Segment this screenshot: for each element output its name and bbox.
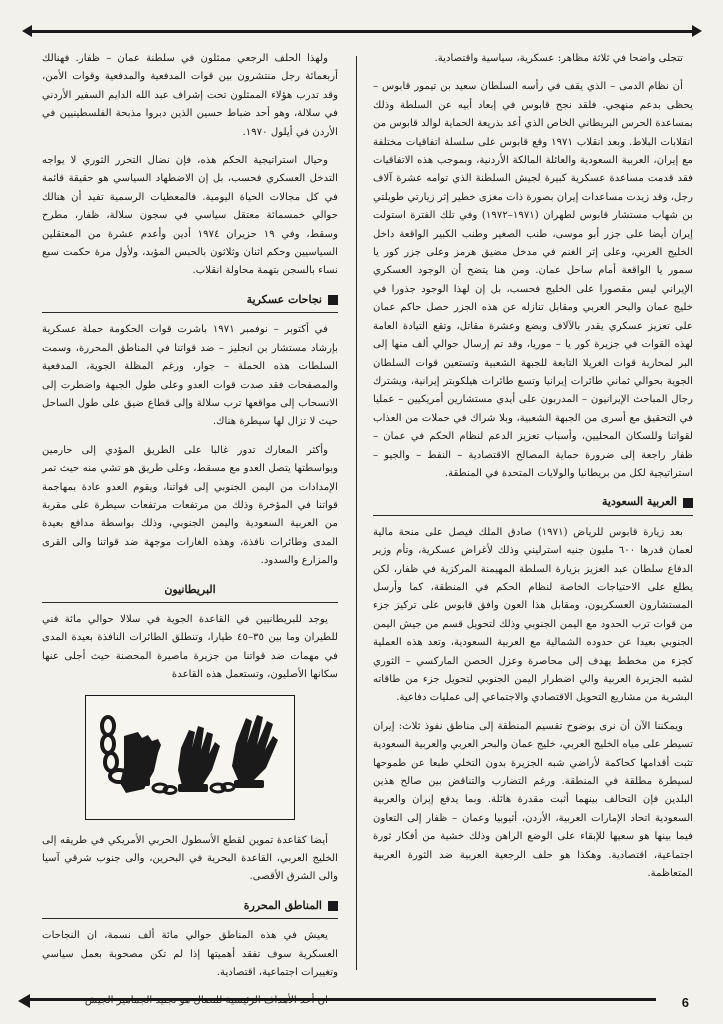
top-decorative-rule xyxy=(30,30,694,38)
heading-title: نجاحات عسكرية xyxy=(246,292,322,306)
heading-square-icon xyxy=(328,295,338,305)
chains-hands-icon xyxy=(86,696,294,819)
left-column xyxy=(42,50,339,1007)
left-paragraph-6: أيضا كقاعدة تموين لقطع الأسطول الحربي الأمريكي في طريقه إلى الخليج العربي، القاعدة البحرية في البحرين، والى جنوب شرقي آسيا والى الشرق الأقصى. xyxy=(42,834,338,883)
right-paragraph-2: بعد زيارة قابوس للرياض (١٩٧١) صادق الملك فيصل على منحة مالية لعمان قدرها ٦٠٠ مليون جنيه استرليني وذلك لأغراض عسكرية، وتأم وزير الدفاع سلطان عبد العزيز بزيارة السلطة المهيمنة المركزية في ظفار، لكن يطلع على الاحتياجات الخاصة لنظام الحكم في المنطقة، كما وأرسل المستشارون العسكريون، ومقابل هذا العون وافق قابوس على تركيز جزء من قوات ترب الحدود مع اليمن الجنوبي وذلك لتحويل قسم من جيش اليمن الجنوبي بعيدا عن حدوده الشمالية مع العربية السعودية، وتعد هذه العملية كجزء من مخطط يهدف إلى محاصرة وعزل الحصن الماركسي – الثوري لشبه الجزيرة العربية والي اضطرار اليمن الجنوبي لتحويل جزء من طاقاته البشرية من مشاريع التحويل الاقتصادي والاجتماعي إلى عمليات دفاعية. xyxy=(373,526,693,704)
section-heading-british xyxy=(42,581,338,603)
left-paragraph-1: ولهذا الحلف الرجعي ممثلون في سلطنة عمان – ظفار. فهنالك أربعمائة رجل منتشرون بين قوات المدفعية والمدفعية وقوات الأمن، وقد تدرب هؤلاء الممثلون تحت إشراف عبد الله الدايم السفير الأردني في سلالة، وهو أحد ضباط حسين الذين دبروا مذبحة الفلسطينيين في الأردن في أيلول ١٩٧٠. xyxy=(42,53,338,138)
heading-title: العربية السعودية xyxy=(602,495,677,509)
left-paragraph-3: في أكتوبر – نوفمبر ١٩٧١ باشرت قوات الحكومة حملة عسكرية بإرشاد مستشار بن انجليز – ضد قواتنا في المناطق المحررة، وسمت السلطات هذه الحملة – جوار، ورغم المظلة الجوية، المدفعية والمصفحات فقد صدت قوات العدو وعلى طول الجبهة واضطرت إلى الانسحاب إلى مواقعها ترب سلالة وإلى قطاع ضيق على طول الساحل حيث لا تزال لها سيطرة هناك. xyxy=(42,324,338,428)
section-heading-saudi xyxy=(373,493,693,515)
raised-fists-broken-chains-illustration xyxy=(85,695,295,820)
heading-title: المناطق المحررة xyxy=(243,898,322,912)
right-paragraph-3: ويمكننا الآن أن نرى بوضوح تقسيم المنطقة إلى مناطق نفوذ ثلاث: إيران تسيطر على مياه الخليج العربي، خليج عمان والبحر العربي والعربية السعودية تثبت أقدامها كحاكمة لأراضي شبه الجزيرة بدون التخلي طبعا عن طموحها لسيطرة مطلقة في المنطقة. ورغم التضارب والتناقض بين صالح هذين البلدين فإن التحالف بينهما أثبت مقدرة هائلة. وبما يدفع إيران والعربية السعودية اتحاد الإمارات العربية، الأردن، أثيوبيا وعمان – ظفار إلى التعاون فيما بينها هو سعيها للإبقاء على الوضع الراهن وذلك خشية من أفكار ثورة اجتماعية، اقتصادية. وهكذا هو حلف الرجعية العربية ضد الثورة العربية المتعاظمة. xyxy=(373,720,693,880)
page-number: 6 xyxy=(681,995,689,1010)
section-heading-liberated xyxy=(42,897,338,919)
left-paragraph-4: وأكثر المعارك تدور غالبا على الطريق المؤدي إلى حارمين وبواسطتها يتصل العدو مع مسقط، وعلى طريق هو تشي منه حيث تمر الإمدادات من اليمن الجنوبي إلى قواتنا، ويقوم العدو عادة بمهاجمة قواتنا في المؤخرة وذلك من مرتفعات مرتفعات سيطرة على مقربة من العربية السعودية واليمن الجنوبي، وذلك بواسطة مدافع بعيدة المدى وطائرات نافذة، وهذه الغارات موجهة ضد قواتنا والى القرى والمزارع والسدود. xyxy=(42,444,338,567)
heading-title: البريطانيون xyxy=(164,582,216,596)
left-paragraph-8: ان أحد الأهداف الرئيسية للنضال هو تجنيد الجماهير الجيش xyxy=(84,995,328,1007)
section-heading-military xyxy=(42,291,338,313)
column-divider xyxy=(356,56,357,970)
arrow-left-icon xyxy=(18,994,30,1008)
heading-square-icon xyxy=(683,498,693,508)
left-paragraph-5: يوجد للبريطانيين في القاعدة الجوية في سلالا حوالي مائة فني للطيران وما بين ٣٥–٤٥ طيارا، وتنطلق الطائرات النافذة بعيدة المدى في مهمات ضد قواتنا من جزيرة ماصيرة المحصنة حيث أجلى عنها سكانها الأصليون، وتستعمل هذه القاعدة xyxy=(42,613,338,681)
left-paragraph-7: يعيش في هذه المناطق حوالي مائة ألف نسمة، ان النجاحات العسكرية سوف تفقد أهميتها إذا لم تكن مصحوبة بعمل سياسي وتغييرات اجتماعية، اقتصادية. xyxy=(42,930,338,979)
heading-square-icon xyxy=(328,901,338,911)
left-paragraph-2: وحيال استراتيجية الحكم هذه، فإن نضال التحرر الثوري لا يواجه التدخل العسكري فحسب، بل إن الاضطهاد السياسي هو حقيقة قائمة في كل مجالات الحياة اليومية. فالمعطيات الرسمية تفيد أن هنالك حوالي خمسمائة معتقل سياسي في سجون سلالة، ظفار، مطرح وسقط، وفي ١٩ حزيران ١٩٧٤ أدين وأعدم عشرة من المعتقلين السياسيين وحكم اثنان وثلاثون بالحبس المؤبد، ولأول مرة حكمت سبع نساء بالسجن بتهمة محاولة انقلاب. xyxy=(42,155,339,277)
right-column xyxy=(373,50,693,972)
bottom-decorative-rule xyxy=(26,998,656,1002)
right-intro-paragraph: تتجلى واضحا في ثلاثة مظاهر: عسكرية، سياسية واقتصادية. xyxy=(434,53,683,64)
right-paragraph-1: أن نظام الدمى – الذي يقف في رأسه السلطان سعيد بن تيمور قابوس – يحظى بدعم منهجي. فلقد نجح قابوس في إبعاد أبيه عن السلطة وذلك بمساعدة الحرس البريطاني الخاص الذي أعد بذريعة الحماية لوالد قابوس من انقلابات البلاط. وبعد انقلاب ١٩٧١ وقع قابوس على سلسلة اتفاقيات مختلفة مع إيران، العربية السعودية والعائلة المالكة الأردنية، وبموجب هذه الاتفاقيات فقد قدمت مساعدة عسكرية كبيرة لجيش السلطنة الذي توامه عشرة آلاف رجل، وقد زيدت مساعدات إيران بصورة ذات مغزى خطير إثر زيارتي طويلتي بن شهاب مستشار قابوس لطهران (١٩٧١–١٩٧٢) وفي تلك الفترة استولت إيران أيضا على جزر أبو موسى، طنب الصغير وطنب الكبير الواقعة داخل الخليج العربي، وعلى إثر الغنم في مدخل مضيق هرمز وعلى جزر كور يا سمور يا الواقعة أمام ساحل عمان. ومن هنا يتضح أن الوجود العسكري الإيراني ليس مقصورا على الخليج فحسب، بل إن لهذا الوجود جذورا في خليج عمان والبحر العربي ومقابل تنازله عن هذه الجزر حصل حاكم عمان على تعزيز عسكري يقدر بالآلاف وبضع وعشرة مقاتل، وتقع التيادة العامة لهذه القوات في جزيرة كور يا – موريا، وقد تم إرسال حوالي ألف منها إلى البر لمحاربة قوات الغريلا التابعة للجبهة الشعبية وتستعين قوات السلطان الجوية بحوالي ثماني طائرات إيرانيا وتسع طائرات هيلكوبتر إيرانية، ويشترك رجال المباحث الإيرانيون – المدربون على أيدي مستشارين أمريكيين – عمليا في التحقيق مع أسرى من الجبهة الشعبية، وبلا شراك في حملات من العذاب لقواتنا وللسكان المحليين، وأسباب تعزيز الدعم لنظام الحكم في عمان – ظفار راجعة إلى ضرورة حماية المصالح الاقتصادية – النفط – والجيو – استراتيجية لكل من بريطانيا والولايات المتحدة في المنطقة. xyxy=(373,81,693,479)
